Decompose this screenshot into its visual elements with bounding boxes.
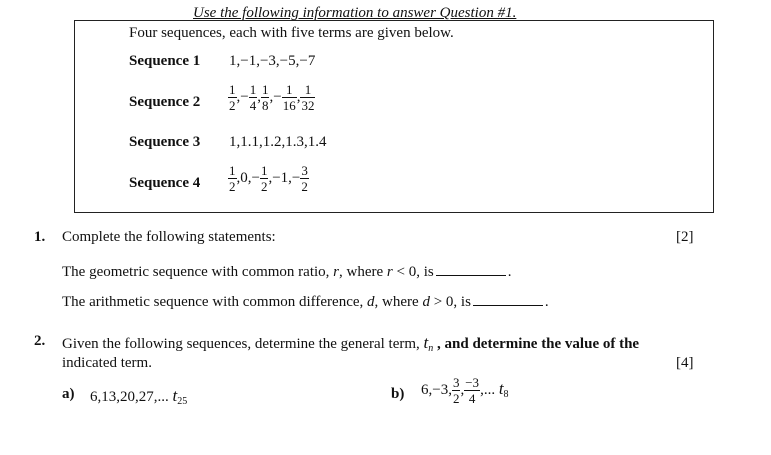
seq2-term-3: $\frac{1}{8}$ — [261, 82, 269, 113]
q2-marks: [4] — [676, 355, 694, 371]
q2b-term-3: $\frac{3}{2}$ — [452, 375, 460, 406]
q2-text: Given the following sequences, determine the general term, $t_n$ , and determine the value of the — [62, 333, 640, 354]
q2-part-b-label: b) — [391, 386, 405, 402]
instruction-text: Use the following information to answer Question #1. — [193, 5, 517, 21]
seq4-term-5: $\frac{3}{2}$ — [301, 163, 308, 194]
seq2-term-1: $\frac{1}{2}$ — [229, 82, 236, 113]
q2-part-b-sequence: 6,−3, $\frac{3}{2}$ , $\frac{-3}{4}$ ,... $t_8$ — [421, 375, 509, 406]
sequence-2-label: Sequence 2 — [129, 94, 201, 110]
q1-answer-blank-1[interactable] — [436, 261, 506, 276]
q2-part-a-label: a) — [62, 386, 75, 402]
q2-part-a-sequence: 6,13,20,27,... $t_{25}$ — [90, 386, 188, 407]
q2-number: 2. — [34, 333, 46, 349]
sequence-1-label: Sequence 1 — [129, 53, 201, 69]
sequence-1-terms: 1,−1,−3,−5,−7 — [229, 53, 316, 69]
seq2-term-4: $\frac{1}{16}$ — [282, 82, 296, 113]
q1-marks: [2] — [676, 229, 694, 245]
seq4-term-3: $\frac{1}{2}$ — [260, 163, 268, 194]
sequence-4-terms: $\frac{1}{2}$ ,0,− $\frac{1}{2}$ ,−1,− $\frac{3}{2}$ — [229, 163, 308, 194]
box-intro: Four sequences, each with five terms are given below. — [129, 25, 454, 41]
q1-answer-blank-2[interactable] — [473, 291, 543, 306]
q1-number: 1. — [34, 229, 46, 245]
q2b-term-4: $\frac{-3}{4}$ — [465, 375, 480, 406]
seq4-term-1: $\frac{1}{2}$ — [229, 163, 236, 194]
q1-statement-1: The geometric sequence with common ratio, r, where r < 0, is . — [62, 261, 511, 281]
sequence-4-label: Sequence 4 — [129, 175, 201, 191]
sequence-3-terms: 1,1.1,1.2,1.3,1.4 — [229, 134, 327, 150]
sequence-3-label: Sequence 3 — [129, 134, 201, 150]
sequence-2-terms: $\frac{1}{2}$ ,− $\frac{1}{4}$ , $\frac{1}{8}$ ,− $\frac{1}{16}$ , $\frac{1}{32}$ — [229, 82, 315, 113]
q1-statement-2: The arithmetic sequence with common difference, d, where d > 0, is . — [62, 291, 549, 311]
seq2-term-2: $\frac{1}{4}$ — [249, 82, 257, 113]
seq2-term-5: $\frac{1}{32}$ — [301, 82, 315, 113]
q1-text: Complete the following statements: — [62, 229, 276, 245]
q2-text-line2: indicated term. — [62, 355, 152, 371]
